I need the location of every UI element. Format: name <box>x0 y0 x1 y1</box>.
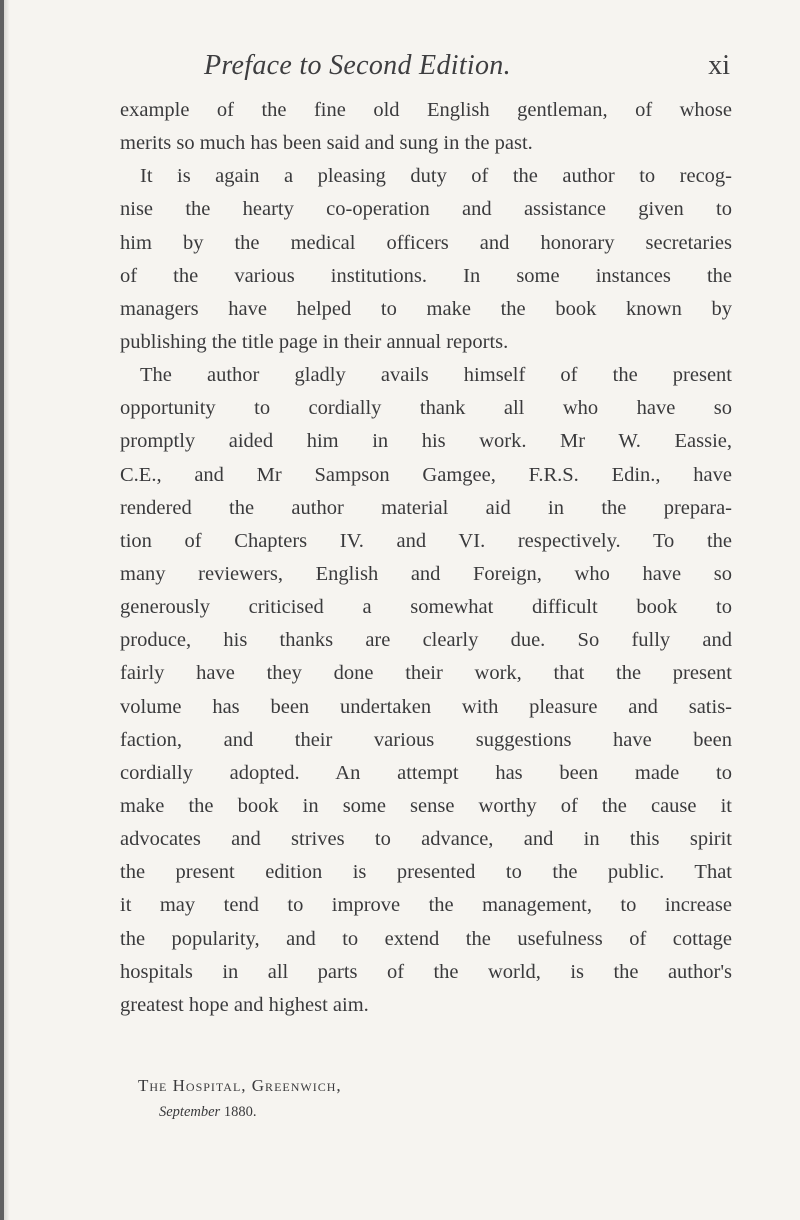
text-line: The author gladly avails himself of the present <box>140 364 732 387</box>
text-line: greatest hope and highest aim. <box>120 993 369 1016</box>
text-line: it may tend to improve the management, to increase <box>120 894 732 917</box>
signature-date <box>138 1100 538 1124</box>
text-line: opportunity to cordially thank all who have so <box>120 397 732 420</box>
text-line: publishing the title page in their annual reports. <box>120 330 509 353</box>
text-line: cordially adopted. An attempt has been made to <box>120 761 732 784</box>
text-line: many reviewers, English and Foreign, who have so <box>120 562 732 585</box>
text-line: rendered the author material aid in the prepara- <box>120 496 732 519</box>
signature-year: 1880. <box>223 1104 257 1120</box>
text-line: produce, his thanks are clearly due. So fully and <box>120 629 732 652</box>
text-line: volume has been undertaken with pleasure and satis- <box>120 695 732 718</box>
text-line: advocates and strives to advance, and in this spirit <box>120 828 732 851</box>
text-line: the present edition is presented to the public. That <box>120 861 732 884</box>
page-gutter-shadow <box>4 0 10 1220</box>
signature-month: September <box>159 1104 221 1120</box>
signature-block <box>138 1072 538 1124</box>
text-line: tion of Chapters IV. and VI. respectively. To the <box>120 529 732 552</box>
text-line: managers have helped to make the book known by <box>120 297 732 320</box>
text-line: make the book in some sense worthy of the cause it <box>120 794 732 817</box>
text-line: merits so much has been said and sung in the past. <box>120 132 533 155</box>
preface-body <box>120 94 732 1022</box>
page-header <box>120 50 730 90</box>
signature-place: The Hospital, Greenwich, <box>138 1076 342 1095</box>
text-line: C.E., and Mr Sampson Gamgee, F.R.S. Edin., have <box>120 463 732 486</box>
text-line: faction, and their various suggestions have been <box>120 728 732 751</box>
text-line: nise the hearty co-operation and assistance given to <box>120 198 732 221</box>
text-line: of the various institutions. In some instances the <box>120 264 732 287</box>
running-title: Preface to Second Edition. <box>204 50 511 81</box>
page-number: xi <box>708 50 730 81</box>
text-line: the popularity, and to extend the usefulness of cottage <box>120 927 732 950</box>
text-line: hospitals in all parts of the world, is the author's <box>120 960 732 983</box>
text-line: promptly aided him in his work. Mr W. Eassie, <box>120 430 732 453</box>
text-line: generously criticised a somewhat difficult book to <box>120 596 732 619</box>
text-line: him by the medical officers and honorary secretaries <box>120 231 732 254</box>
text-line: fairly have they done their work, that the present <box>120 662 732 685</box>
text-line: It is again a pleasing duty of the author to recog- <box>140 165 732 188</box>
text-line: example of the fine old English gentleman, of whose <box>120 99 732 121</box>
